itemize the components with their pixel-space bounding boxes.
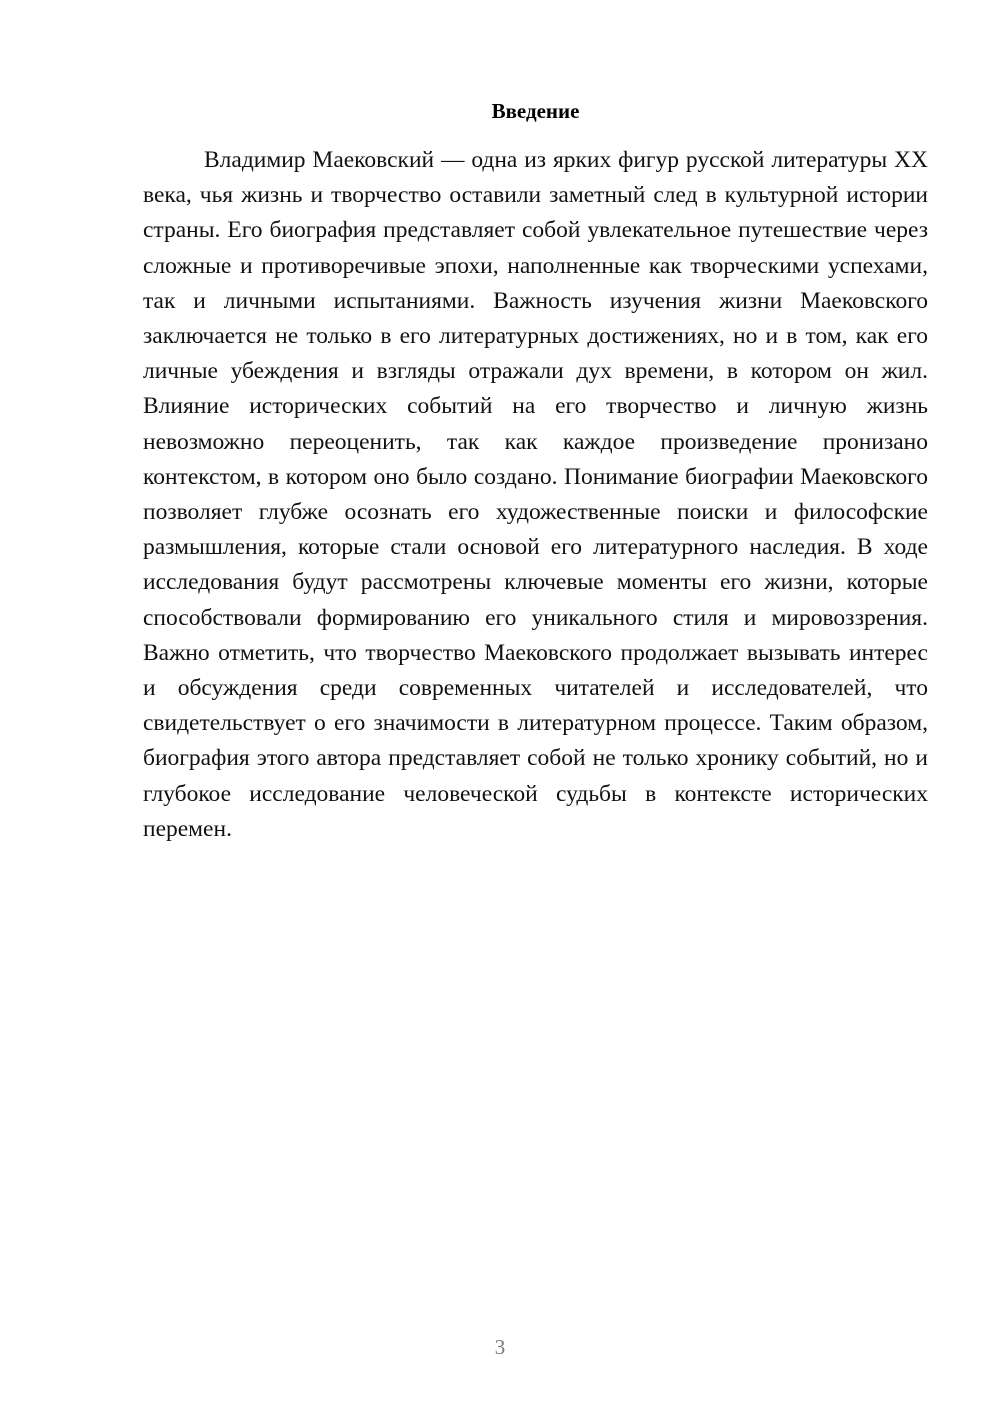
body-paragraph: Владимир Маековский — одна из ярких фигур русской литературы XX века, чья жизнь и творчество оставили заметный след в культурной истории страны. Его биография представляет собой увлекательное путешествие через сложные и противоречивые эпохи, наполненные как творческими успехами, так и личными испытаниями. Важность изучения жизни Маековского заключается не только в его литературных достижениях, но и в том, как его личные убеждения и взгляды отражали дух времени, в котором он жил. Влияние исторических событий на его творчество и личную жизнь невозможно переоценить, так как каждое произведение пронизано контекстом, в котором оно было создано. Понимание биографии Маековского позволяет глубже осознать его художественные поиски и философские размышления, которые стали основой его литературного наследия. В ходе исследования будут рассмотрены ключевые моменты его жизни, которые способствовали формированию его уникального стиля и мировоззрения. Важно отметить, что творчество Маековского продолжает вызывать интерес и обсуждения среди современных читателей и исследователей, что свидетельствует о его значимости в литературном процессе. Таким образом, биография этого автора представляет собой не только хронику событий, но и глубокое исследование человеческой судьбы в контексте исторических перемен. [143, 147, 928, 842]
page-number: 3 [494, 1335, 506, 1359]
section-heading: Введение [491, 99, 580, 123]
